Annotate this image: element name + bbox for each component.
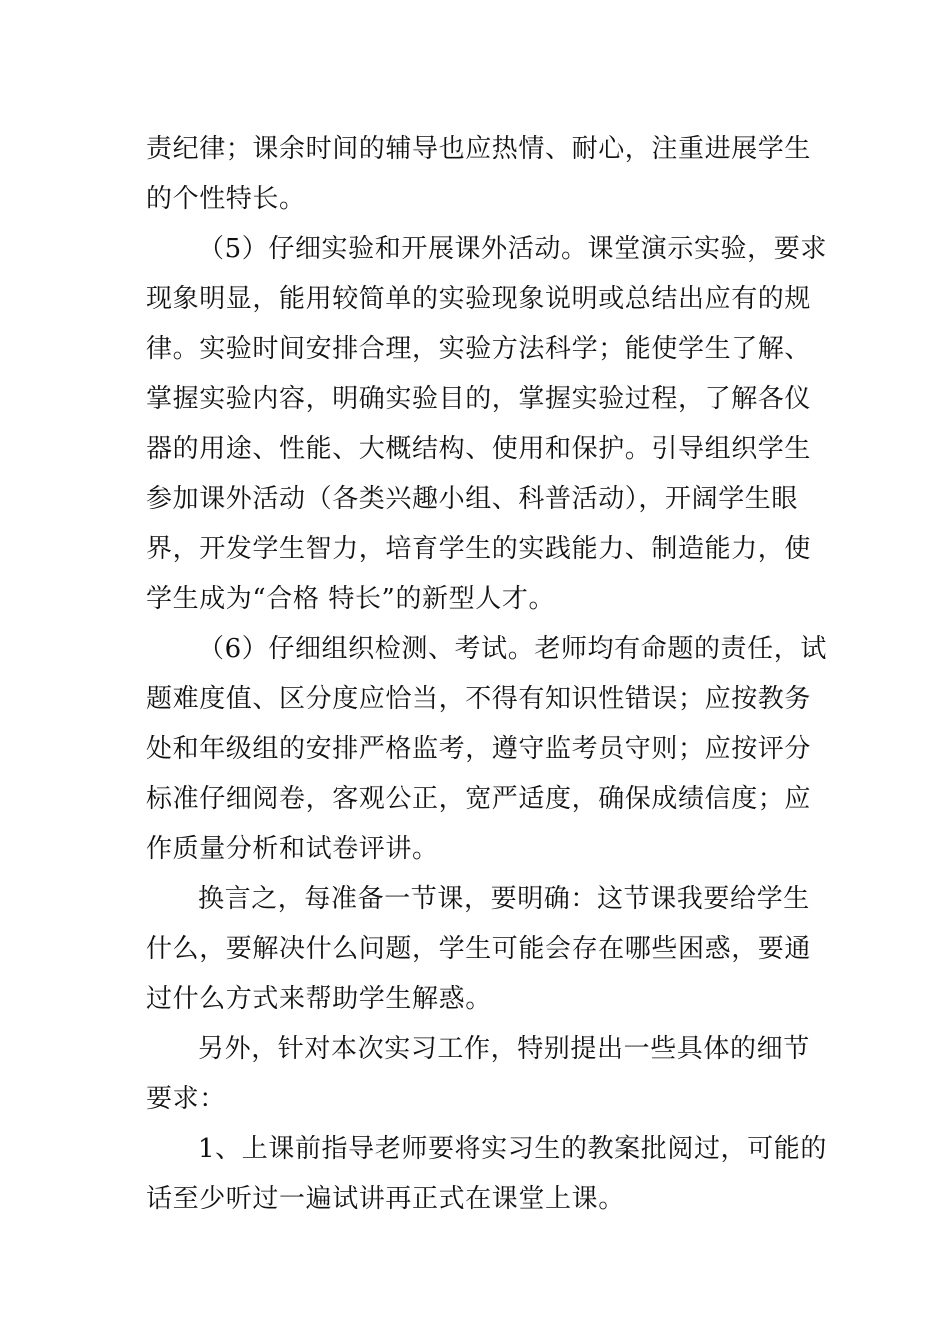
- text-line: 题难度值、区分度应恰当，不得有知识性错误；应按教务: [146, 684, 812, 714]
- text-line: 过什么方式来帮助学生解惑。: [146, 984, 492, 1014]
- paragraph-first-line: 1、上课前指导老师要将实习生的教案批阅过，可能的: [198, 1134, 827, 1164]
- text-line: 话至少听过一遍试讲再正式在课堂上课。: [146, 1184, 625, 1214]
- paragraph-first-line: （5）仔细实验和开展课外活动。课堂演示实验，要求: [198, 234, 827, 264]
- paragraph-first-line: 换言之，每准备一节课，要明确：这节课我要给学生: [198, 884, 810, 914]
- text-line: 要求：: [146, 1084, 226, 1114]
- text-line: 的个性特长。: [146, 184, 306, 214]
- text-line: 器的用途、性能、大概结构、使用和保护。引导组织学生: [146, 434, 812, 464]
- text-line: 处和年级组的安排严格监考，遵守监考员守则；应按评分: [146, 734, 812, 764]
- text-line: 什么，要解决什么问题，学生可能会存在哪些困惑，要通: [146, 934, 812, 964]
- text-line: 律。实验时间安排合理，实验方法科学；能使学生了解、: [146, 334, 812, 364]
- text-line: 标准仔细阅卷，客观公正，宽严适度，确保成绩信度；应: [146, 784, 812, 814]
- paragraph-first-line: （6）仔细组织检测、考试。老师均有命题的责任，试: [198, 634, 827, 664]
- text-line: 责纪律；课余时间的辅导也应热情、耐心，注重进展学生: [146, 134, 812, 164]
- text-line: 参加课外活动（各类兴趣小组、科普活动），开阔学生眼: [146, 484, 799, 514]
- text-line: 作质量分析和试卷评讲。: [146, 834, 439, 864]
- text-line: 界，开发学生智力，培育学生的实践能力、制造能力，使: [146, 534, 812, 564]
- text-line: 掌握实验内容，明确实验目的，掌握实验过程，了解各仪: [146, 384, 812, 414]
- text-line: 现象明显，能用较简单的实验现象说明或总结出应有的规: [146, 284, 812, 314]
- text-line: 学生成为“合格 特长”的新型人才。: [146, 584, 556, 614]
- paragraph-first-line: 另外，针对本次实习工作，特别提出一些具体的细节: [198, 1034, 810, 1064]
